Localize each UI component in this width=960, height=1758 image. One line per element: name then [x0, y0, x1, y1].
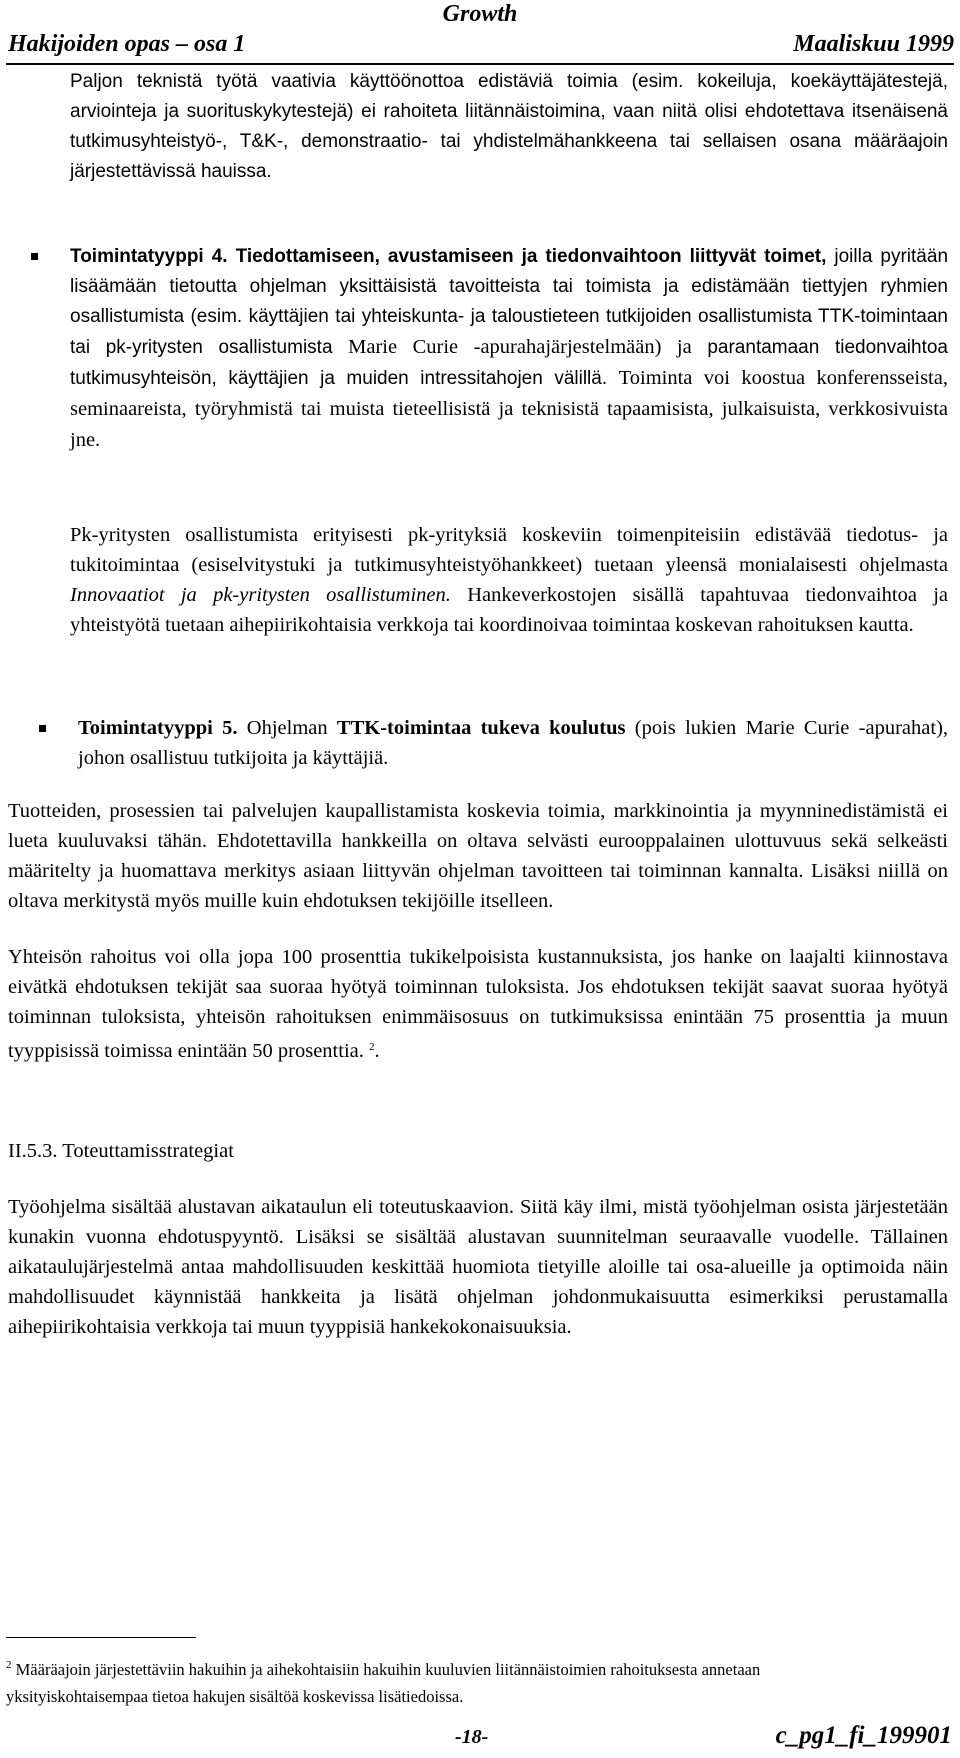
footnote — [6, 1652, 906, 1710]
document-code: c_pg1_fi_199901 — [775, 1722, 952, 1749]
bullet-type5 — [39, 725, 46, 732]
strategy-text: Työohjelma sisältää alustavan aikataulun eli toteutuskaavion. Siitä käy ilmi, mistä työohjelman osista järjestetään kunakin vuonna ehdotuspyyntö. Lisäksi se sisältää alustavan suunnitelman seuraavalle vuodelle. Tällainen aikataulujärjestelmä antaa mahdollisuuden keskittää huomiota tietyille aloille tai osa-alueille ja optimoida näin mahdollisuudet käynnistää hankkeita ja lisätä ohjelman johdonmukaisuutta esimerkiksi perustamalla aihepiirikohtaisia verkkoja tai muun tyyppisiä hankekokonaisuuksia. — [8, 1196, 948, 1338]
funding-text: Yhteisön rahoitus voi olla jopa 100 prosenttia tukikelpoisista kustannuksista, jos hanke on laajalti kiinnostava eivätkä ehdotuksen tekijät saa suoraa hyötyä toiminnan tuloksista. Jos ehdotuksen tekijät saavat suoraa hyötyä toiminnan tuloksista, yhteisön rahoituksen enimmäisosuus on tutkimuksissa enintään 75 prosenttia ja muun tyyppisissä toimissa enintään 50 prosenttia. — [8, 946, 948, 1062]
type4-body-end: parantamaan tiedonvaihtoa tutkimusyhteisön, käyttäjien ja muiden intressitahojen välillä. — [70, 337, 948, 389]
strategy-paragraph — [8, 1192, 948, 1342]
type4-serif-tail: Toiminta voi koostua konferensseista, seminaareista, työryhmistä tai muista tieteellisistä ja teknisistä tapaamisista, julkaisuista, verkkosivuista jne. — [70, 367, 948, 451]
pk-paragraph — [70, 520, 948, 640]
type5-text-b: (pois lukien Marie Curie -apurahat), johon osallistuu tutkijoita ja käyttäjiä. — [78, 717, 949, 769]
header-row — [8, 30, 954, 58]
footnote-number: 2 — [6, 1659, 12, 1671]
funding-paragraph — [8, 942, 948, 1066]
page-number: -18- — [455, 1726, 489, 1748]
section-heading-text: II.5.3. Toteuttamisstrategiat — [8, 1140, 234, 1162]
bullet-type4 — [31, 253, 38, 260]
type4-title: Tiedottamiseen, avustamiseen ja tiedonvaihtoon liittyvät toimet, — [235, 246, 827, 267]
header-guide-title: Hakijoiden opas – osa 1 — [8, 31, 246, 57]
intro-paragraph — [70, 67, 948, 187]
pk-text-end: Hankeverkostojen sisällä tapahtuvaa tiedonvaihtoa ja yhteistyötä tuetaan aihepiirikohtaisia verkkoja tai koordinoivaa toimintaa koskevan rahoituksen kautta. — [70, 584, 949, 636]
intro-text: Paljon teknistä työtä vaativia käyttöönottoa edistäviä toimia (esim. kokeiluja, koekäyttäjätestejä, arviointeja ja suorituskykytestejä) ei rahoiteta liitännäistoimina, vaan niitä olisi ehdotettava itsenäisenä tutkimusyhteistyö-, T&K-, demonstraatio- tai yhdistelmähankkeena tai sellaisen osana määräajoin järjestettävissä hauissa. — [70, 71, 948, 182]
funding-end: . — [374, 1040, 380, 1062]
type4-serif-mid: Marie Curie -apurahajärjestelmään) ja — [348, 336, 692, 358]
type4-paragraph — [70, 242, 948, 456]
type4-body: joilla pyritään lisäämään tietoutta ohjelman yksittäisistä tavoitteista tai toimista ja edistämään tiettyjen ryhmien osallistumista (esim. käyttäjien tai yhteiskunta- ja taloustieteen tutkijoiden osallistumista TTK-toimintaan tai pk-yritysten osallistumista — [70, 246, 949, 358]
header-date: Maaliskuu 1999 — [793, 31, 954, 57]
footnote-text: Määräajoin järjestettäviin hakuihin ja aihekohtaisiin hakuihin kuuluvien liitännäistoimien rahoituksesta annetaan yksityiskohtaisempaa tietoa hakujen sisältöä koskevissa lisätiedoissa. — [6, 1660, 761, 1706]
header-title: Growth — [442, 1, 518, 27]
type5-paragraph — [78, 713, 948, 773]
type5-text-a: Ohjelman — [246, 717, 328, 739]
section-heading — [8, 1136, 948, 1166]
pk-program-name: Innovaatiot ja pk-yritysten osallistuminen. — [70, 584, 451, 606]
marketing-paragraph — [8, 796, 948, 916]
footnote-ref: 2 — [368, 1041, 375, 1053]
marketing-text: Tuotteiden, prosessien tai palvelujen kaupallistamista koskevia toimia, markkinointia ja myynninedistämistä ei lueta kuuluvaksi tähän. Ehdotettavilla hankkeilla on oltava selvästi eurooppalainen ulottuvuus sekä selkeästi määritelty ja huomattava merkitys asiaan liittyvän ohjelman tavoitteen tai toiminnan kannalta. Lisäksi niillä on oltava merkitystä myös muille kuin ehdotuksen tekijöille itselleen. — [8, 800, 948, 912]
type5-lead: Toimintatyyppi 5. — [78, 717, 238, 739]
type4-lead: Toimintatyyppi 4. — [70, 246, 228, 267]
header-divider — [6, 63, 954, 65]
footnote-divider — [6, 1637, 196, 1638]
type5-title: TTK-toimintaa tukeva koulutus — [336, 717, 626, 739]
pk-text-start: Pk-yritysten osallistumista erityisesti pk-yrityksiä koskeviin toimenpiteisiin edistävää tiedotus- ja tukitoimintaa (esiselvitystuki ja tutkimusyhteistyöhankkeet) tuetaan yleensä monialaisesti ohjelmasta — [70, 524, 948, 576]
